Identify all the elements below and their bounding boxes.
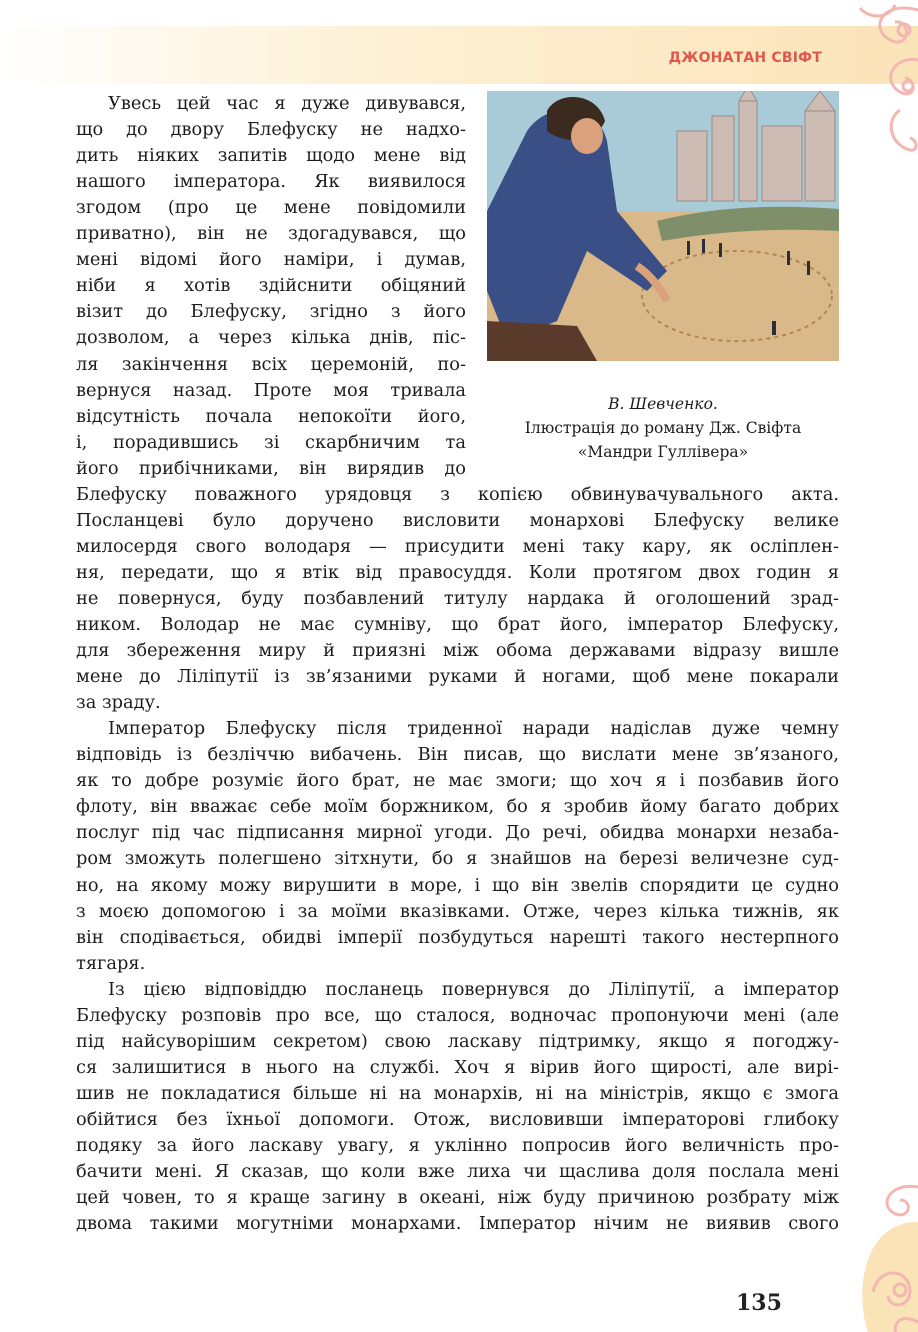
text-line: дозволом, а через кілька днів, піс- bbox=[76, 327, 466, 349]
caption-line-1: Ілюстрація до роману Дж. Свіфта bbox=[524, 419, 802, 437]
text-line: милосердя свого володаря — присудити мені таку кару, як осліплен- bbox=[76, 535, 839, 557]
running-header: ДЖОНАТАН СВІФТ bbox=[668, 50, 822, 66]
text-line: ром зможуть полегшено зітхнути, бо я знайшов на березі величезне суд- bbox=[76, 848, 839, 870]
text-line: ником. Володар не має сумніву, що брат його, імператор Блефуску, bbox=[76, 614, 839, 635]
text-line: мені відомі його наміри, і думав, bbox=[76, 249, 466, 271]
text-line: відсутність почала непокоїти його, bbox=[76, 405, 466, 427]
text-line: для збереження миру й приязні між обома державами відразу вишле bbox=[76, 640, 839, 662]
text-line: подяку за його ласкаву увагу, я уклінно попросив його величність про- bbox=[76, 1135, 839, 1156]
caption-line-2: «Мандри Гуллівера» bbox=[577, 443, 749, 461]
text-line: но, на якому можу вирушити в море, і що він звелів спорядити це судно bbox=[76, 874, 839, 896]
text-line: не повернуся, буду позбавлений титулу нардака й оголошений зрад- bbox=[76, 587, 839, 609]
text-line: дить ніяких запитів щодо мене від bbox=[76, 145, 466, 167]
text-line: тягаря. bbox=[76, 952, 146, 974]
illustration-gulliver bbox=[487, 91, 839, 361]
text-line: приватно), він не здогадувався, що bbox=[76, 223, 466, 245]
text-line: і, порадившись зі скарбничим та bbox=[76, 431, 466, 453]
text-line: згодом (про це мене повідомили bbox=[76, 197, 466, 219]
text-line: візит до Блефуску, згідно з його bbox=[76, 301, 466, 323]
text-line: що до двору Блефуску не надхо- bbox=[76, 119, 466, 141]
text-line: під найсуворішим секретом) свою ласкаву підтримку, якщо я погоджу- bbox=[76, 1030, 839, 1052]
text-line: флоту, він вважає себе моїм боржником, бо я зробив йому багато добрих bbox=[76, 796, 839, 818]
text-line: за зраду. bbox=[76, 692, 161, 714]
caption-author: В. Шевченко. bbox=[608, 395, 718, 413]
text-line: ня, передати, що я втік від правосуддя. Коли протягом двох годин я bbox=[76, 561, 839, 583]
text-line: вернуся назад. Проте моя тривала bbox=[76, 379, 466, 401]
text-line: ся залишитися в нього на службі. Хоч я вірив його щирості, але вирі- bbox=[76, 1056, 839, 1078]
illustration-artwork bbox=[487, 91, 839, 361]
text-line: двома такими могутніми монархами. Імператор нічим не виявив свого bbox=[76, 1213, 839, 1235]
page-number: 135 bbox=[736, 1290, 782, 1316]
text-line: нашого імператора. Як виявилося bbox=[76, 171, 466, 193]
text-line: його прибічниками, він вирядив до bbox=[76, 457, 466, 479]
text-line: Блефуску розповів про все, що сталося, водночас пропонуючи мені (але bbox=[76, 1004, 839, 1026]
text-line: Увесь цей час я дуже дивувався, bbox=[108, 93, 466, 114]
text-line: цей човен, то я краще загину в океані, ніж буду причиною розбрату між bbox=[76, 1187, 839, 1209]
text-line: Із цією відповіддю посланець повернувся до Ліліпутії, а імператор bbox=[108, 978, 839, 1000]
text-line: Посланцеві було доручено висловити монархові Блефуску велике bbox=[76, 509, 839, 531]
text-line: мене до Ліліпутії із зв’язаними руками й ногами, щоб мене покарали bbox=[76, 666, 839, 688]
text-line: Блефуску поважного урядовця з копією обвинувачувального акта. bbox=[76, 483, 839, 505]
text-line: ніби я хотів здійснити обіцяний bbox=[76, 275, 466, 297]
text-line: як то добре розуміє його брат, не має змоги; що хоч я і позбавив його bbox=[76, 770, 839, 792]
text-line: ля закінчення всіх церемоній, по- bbox=[76, 353, 466, 375]
text-line: Імператор Блефуску після триденної наради надіслав дуже чемну bbox=[108, 718, 839, 740]
text-line: відповідь із безліччю вибачень. Він писав, що вислати мене зв’язаного, bbox=[76, 744, 839, 766]
text-line: з моєю допомогою і за моїми вказівками. Отже, через кілька тижнів, як bbox=[76, 900, 839, 922]
illustration-caption bbox=[487, 392, 839, 464]
text-line: бачити мені. Я сказав, що коли вже лиха чи щаслива доля послала мені bbox=[76, 1161, 839, 1183]
text-line: шив не покладатися більше ні на монархів, ні на міністрів, якщо є змога bbox=[76, 1082, 839, 1104]
text-line: послуг під час підписання мирної угоди. До речі, обидва монархи незаба- bbox=[76, 822, 839, 844]
text-line: обійтися без їхньої допомоги. Отож, висловивши імператорові глибоку bbox=[76, 1108, 839, 1130]
text-line: він сподівається, обидві імперії позбудуться нарешті такого нестерпного bbox=[76, 926, 839, 948]
